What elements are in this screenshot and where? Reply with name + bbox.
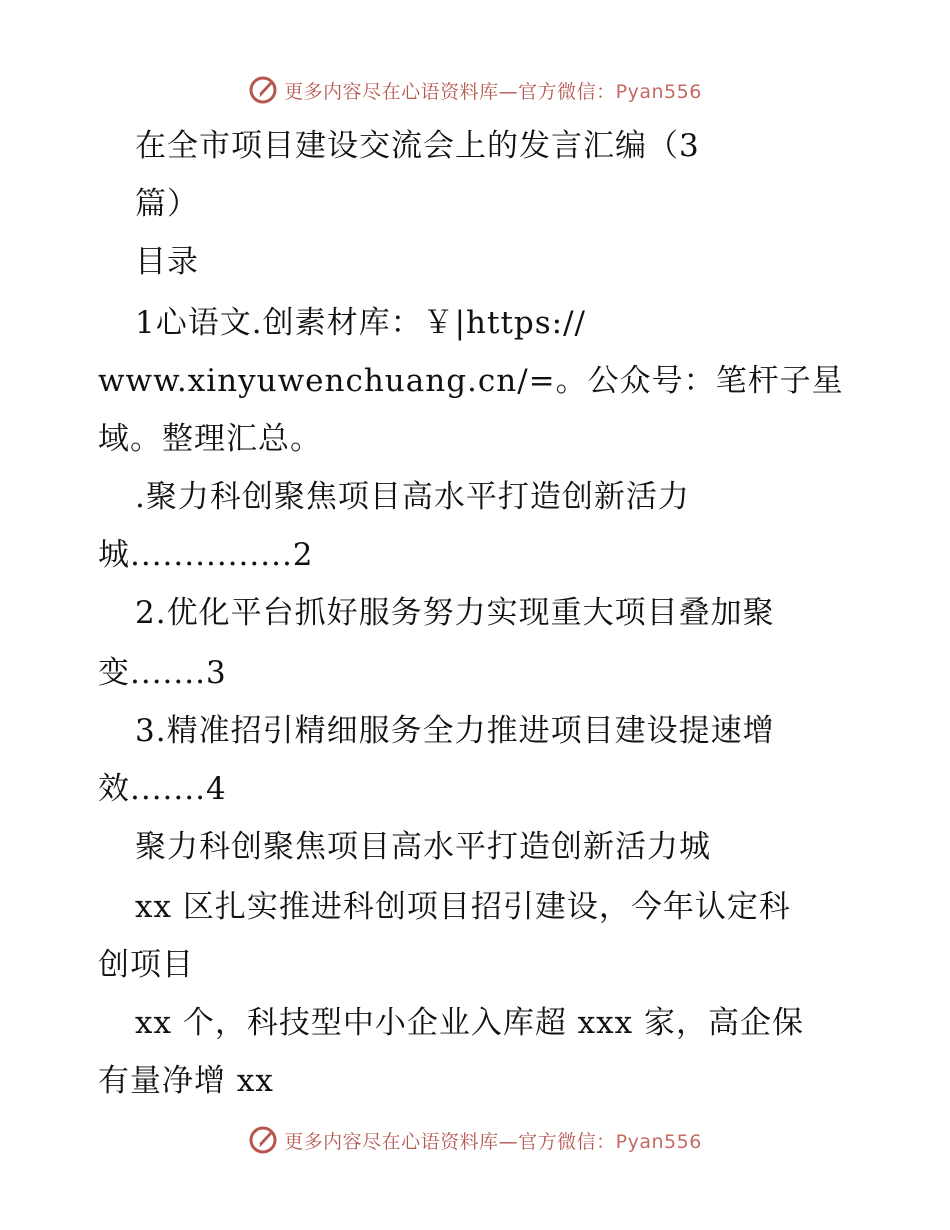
watermark-text-cn: 更多内容尽在心语资料库—官方微信： bbox=[284, 1130, 616, 1153]
watermark-text-en: Pyan556 bbox=[615, 1130, 702, 1153]
watermark-header bbox=[0, 70, 950, 110]
document-title: 在全市项目建设交流会上的发言汇编（3 bbox=[135, 128, 700, 164]
quill-circle-logo-icon bbox=[248, 75, 278, 105]
paragraph-line: 创项目 bbox=[98, 947, 194, 983]
paragraph-line: xx 个，科技型中小企业入库超 xxx 家，高企保 bbox=[135, 1005, 804, 1041]
toc-item-1-page: 城...............2 bbox=[98, 537, 314, 573]
paragraph-line: 有量净增 xx bbox=[98, 1063, 274, 1099]
document-title-cont: 篇） bbox=[135, 186, 199, 222]
toc-heading: 目录 bbox=[135, 244, 199, 280]
toc-item-3: 3.精准招引精细服务全力推进项目建设提速增 bbox=[135, 713, 775, 749]
watermark-footer bbox=[0, 1120, 950, 1160]
section-heading: 聚力科创聚焦项目高水平打造创新活力城 bbox=[135, 829, 711, 865]
text-line: 1心语文.创素材库：￥|https:// bbox=[135, 305, 586, 341]
watermark-text-cn: 更多内容尽在心语资料库—官方微信： bbox=[284, 80, 616, 103]
quill-circle-logo-icon bbox=[248, 1125, 278, 1155]
watermark-text bbox=[284, 1127, 702, 1154]
text-line: 域。整理汇总。 bbox=[98, 421, 322, 457]
text-line: www.xinyuwenchuang.cn/=。公众号：笔杆子星 bbox=[98, 363, 844, 399]
toc-item-1: .聚力科创聚焦项目高水平打造创新活力 bbox=[135, 479, 690, 515]
toc-item-3-page: 效.......4 bbox=[98, 771, 227, 807]
paragraph-line: xx 区扎实推进科创项目招引建设，今年认定科 bbox=[135, 889, 791, 925]
watermark-text-en: Pyan556 bbox=[615, 80, 702, 103]
toc-item-2: 2.优化平台抓好服务努力实现重大项目叠加聚 bbox=[135, 595, 775, 631]
watermark-text bbox=[284, 77, 702, 104]
toc-item-2-page: 变.......3 bbox=[98, 655, 227, 691]
